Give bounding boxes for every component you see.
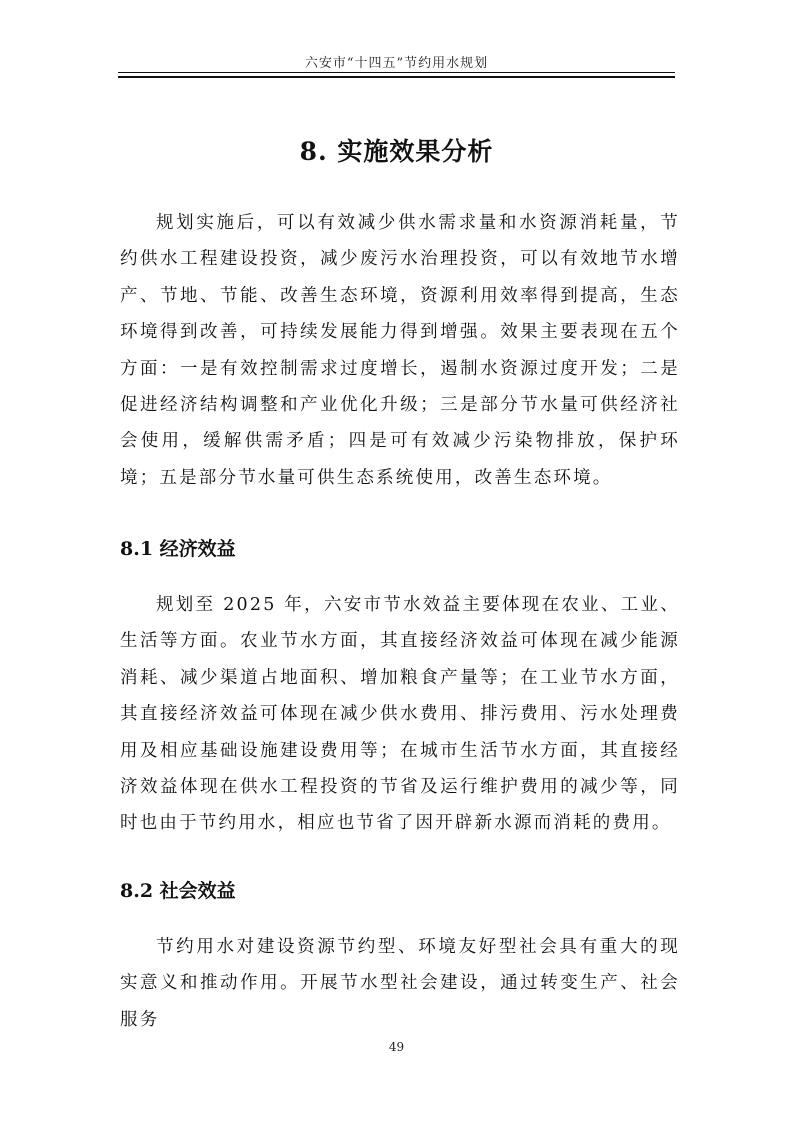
- header-rule-thick: [118, 76, 675, 78]
- page-number: 49: [388, 1040, 405, 1054]
- section-heading-economic-benefits: 8.1 经济效益: [120, 538, 236, 560]
- chapter-title: 8. 实施效果分析: [299, 137, 494, 166]
- social-benefits-paragraph: 节约用水对建设资源节约型、环境友好型社会具有重大的现实意义和推动作用。开展节水型社会建设，通过转变生产、社会服务: [120, 937, 680, 1030]
- section-heading-social-benefits: 8.2 社会效益: [120, 880, 236, 902]
- header-rule-thin: [118, 72, 675, 73]
- economic-benefits-paragraph: 规划至 2025 年，六安市节水效益主要体现在农业、工业、生活等方面。农业节水方面，其直接经济效益可体现在减少能源消耗、减少渠道占地面积、增加粮食产量等；在工业节水方面，其直接经济效益可体现在减少供水费用、排污费用、污水处理费用及相应基础设施建设费用等；在城市生活节水方面，其直接经济效益体现在供水工程投资的节省及运行维护费用的减少等，同时也由于节约用水，相应也节省了因开辟新水源而消耗的费用。: [120, 595, 680, 834]
- running-header: 六安市“十四五”节约用水规划: [304, 56, 489, 71]
- chapter-intro-paragraph: 规划实施后，可以有效减少供水需求量和水资源消耗量，节约供水工程建设投资，减少废污水治理投资，可以有效地节水增产、节地、节能、改善生态环境，资源利用效率得到提高，生态环境得到改善，可持续发展能力得到增强。效果主要表现在五个方面：一是有效控制需求过度增长，遏制水资源过度开发；二是促进经济结构调整和产业优化升级；三是部分节水量可供经济社会使用，缓解供需矛盾；四是可有效减少污染物排放，保护环境；五是部分节水量可供生态系统使用，改善生态环境。: [120, 213, 680, 488]
